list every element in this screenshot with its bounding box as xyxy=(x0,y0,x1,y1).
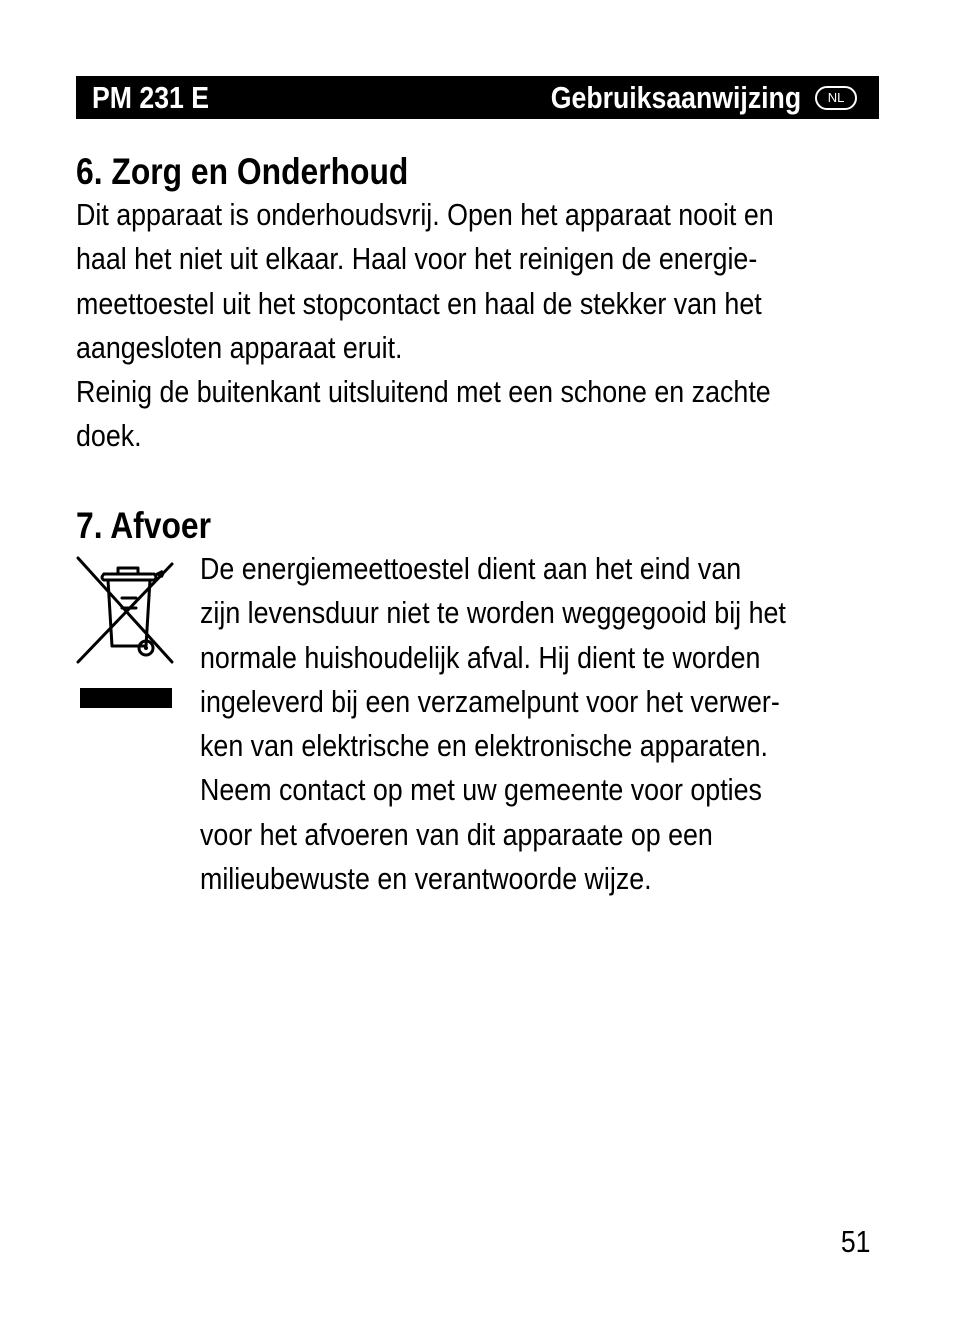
text-line: meettoestel uit het stopcontact en haal de stekker van het xyxy=(76,285,762,321)
page-number: 51 xyxy=(840,1224,870,1259)
text-line: aangesloten apparaat eruit. xyxy=(76,329,403,365)
language-badge: NL xyxy=(815,86,857,110)
section-title-care: 6. Zorg en Onderhoud xyxy=(76,151,409,192)
header-doc-title: Gebruiksaanwijzing xyxy=(550,79,801,115)
text-line: milieubewuste en verantwoorde wijze. xyxy=(200,861,652,897)
text-line: haal het niet uit elkaar. Haal voor het reinigen de energie- xyxy=(76,241,758,277)
section-title-disposal: 7. Afvoer xyxy=(76,505,211,546)
weee-crossed-bin-icon xyxy=(74,556,176,668)
header-model: PM 231 E xyxy=(92,80,210,115)
text-line: voor het afvoeren van dit apparaate op een xyxy=(200,816,713,852)
disposal-paragraph xyxy=(200,547,786,901)
text-line: zijn levensduur niet te worden weggegooid bij het xyxy=(200,595,786,631)
text-line: Reinig de buitenkant uitsluitend met een schone en zachte xyxy=(76,374,771,409)
text-line: ken van elektrische en elektronische apparaten. xyxy=(200,728,768,764)
text-line: De energiemeettoestel dient aan het eind van xyxy=(200,551,742,586)
text-line: Neem contact op met uw gemeente voor opties xyxy=(200,772,762,808)
header-right xyxy=(510,76,857,119)
text-line: ingeleverd bij een verzamelpunt voor het verwer- xyxy=(200,683,780,719)
text-line: doek. xyxy=(76,418,142,454)
weee-bar xyxy=(80,688,172,708)
page-header xyxy=(76,76,879,119)
care-paragraph-1 xyxy=(76,193,774,370)
text-line: Dit apparaat is onderhoudsvrij. Open het apparaat nooit en xyxy=(76,197,774,232)
care-paragraph-2 xyxy=(76,370,771,459)
text-line: normale huishoudelijk afval. Hij dient te worden xyxy=(200,639,761,675)
